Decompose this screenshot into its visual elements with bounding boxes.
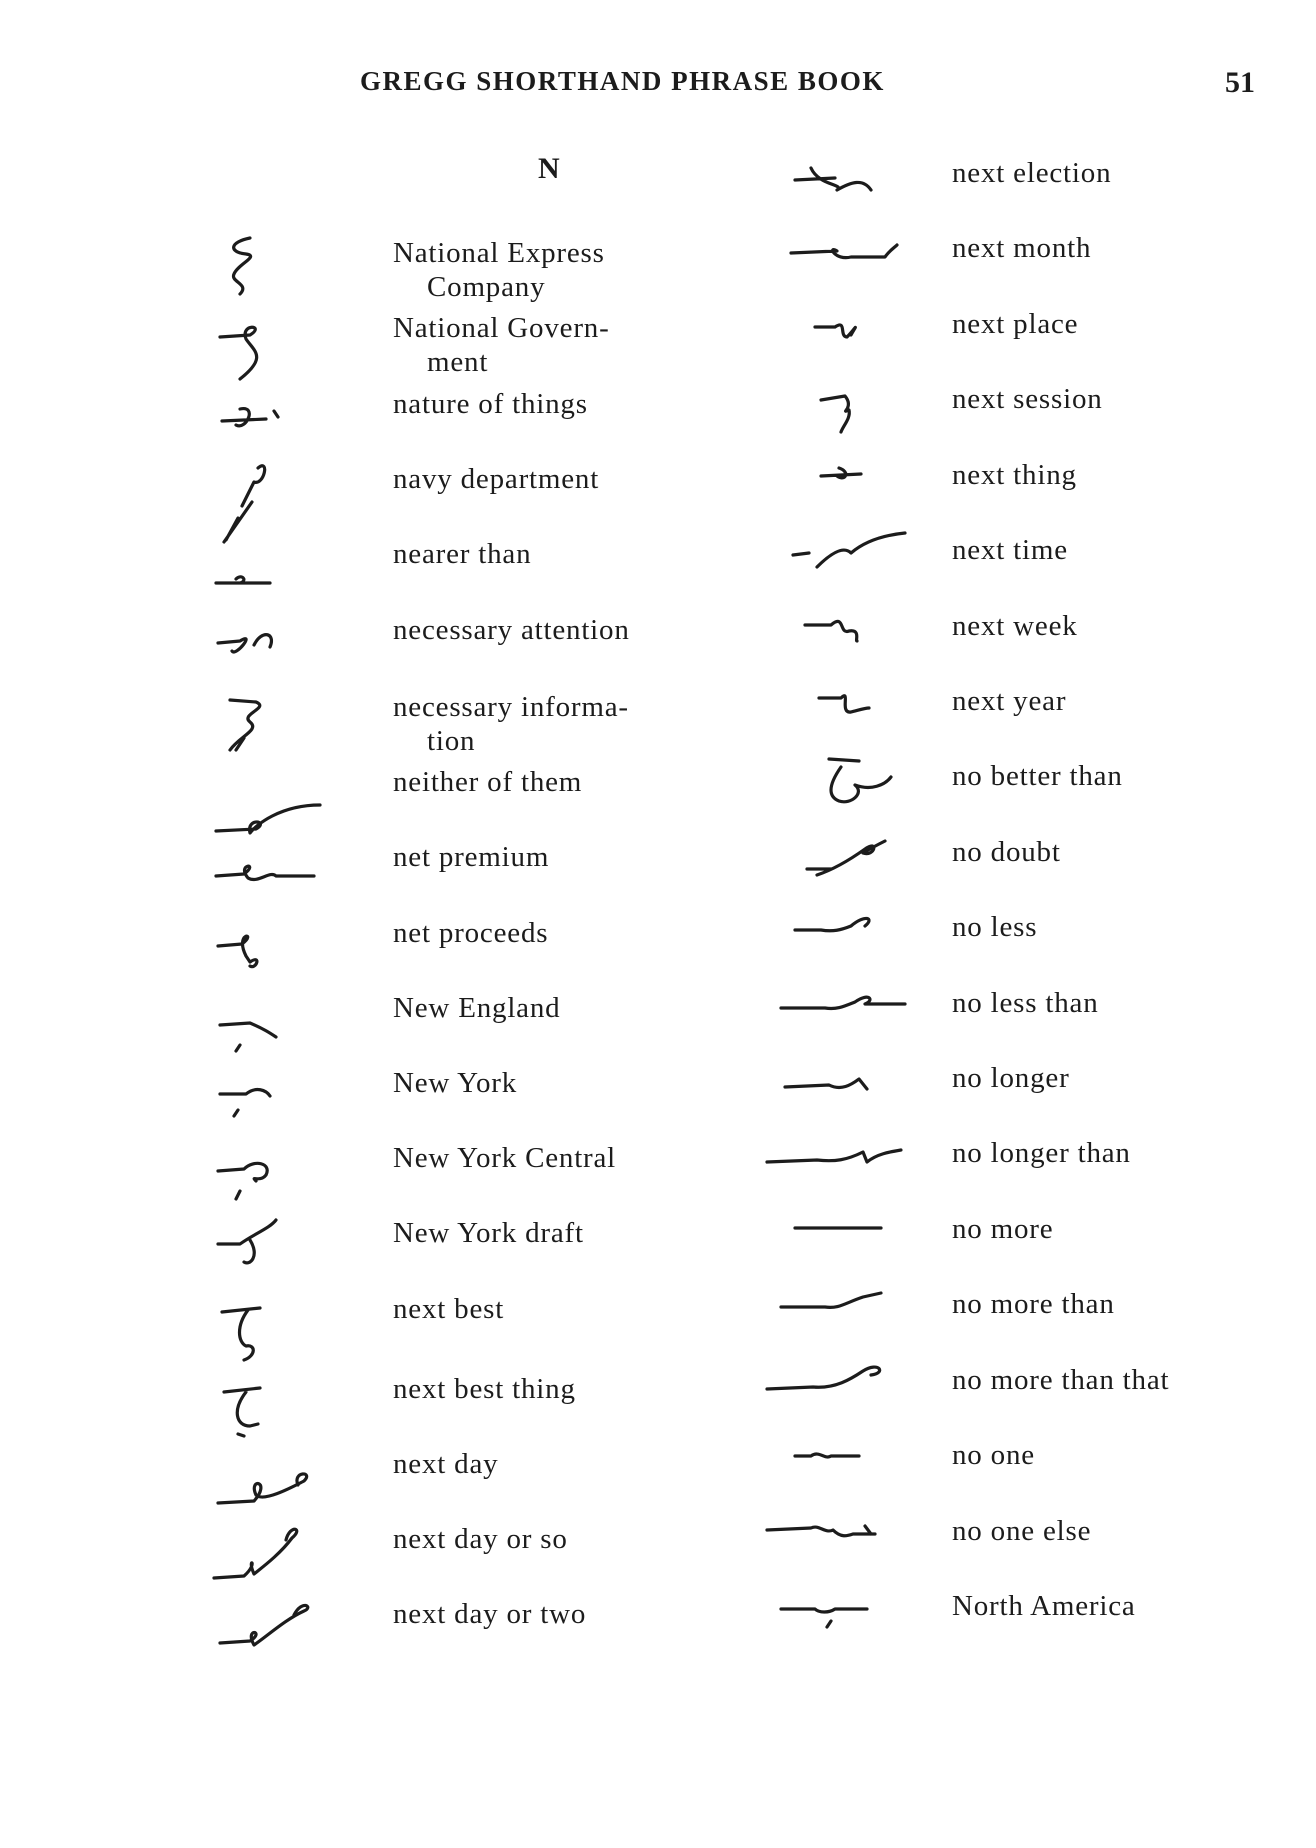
shorthand-stroke	[233, 238, 250, 294]
phrase-text	[952, 1287, 1115, 1321]
shorthand-stroke	[821, 396, 849, 432]
phrase-text	[952, 1212, 1053, 1246]
phrase-line: National Express	[393, 237, 605, 269]
shorthand-stroke	[216, 805, 320, 833]
phrase-text	[952, 1589, 1136, 1623]
phrase-text	[393, 1292, 504, 1326]
phrase-text	[393, 537, 531, 571]
phrase-line: neither of them	[393, 766, 583, 798]
phrase-text	[393, 236, 605, 304]
shorthand-stroke	[795, 168, 871, 190]
phrase-line: no more	[952, 1213, 1054, 1245]
phrase-text	[393, 613, 630, 647]
phrase-text	[393, 991, 560, 1025]
shorthand-stroke	[785, 1079, 867, 1089]
phrase-line: next thing	[952, 459, 1077, 491]
shorthand-stroke	[795, 1454, 859, 1457]
shorthand-stroke	[819, 696, 869, 712]
shorthand-stroke	[767, 1367, 880, 1389]
phrase-text	[952, 1363, 1169, 1397]
phrase-text	[393, 1522, 568, 1556]
phrase-line: next best	[393, 1293, 505, 1325]
phrase-line: navy department	[393, 463, 600, 495]
phrase-text	[952, 533, 1068, 567]
page-title: GREGG SHORTHAND PHRASE BOOK	[360, 66, 885, 96]
shorthand-stroke	[220, 327, 257, 379]
phrase-text	[393, 311, 610, 379]
phrase-text	[393, 840, 549, 874]
phrase-text	[952, 910, 1037, 944]
phrase-line: next time	[952, 534, 1068, 566]
phrase-line: no one	[952, 1439, 1035, 1471]
section-letter: N	[538, 152, 560, 185]
shorthand-stroke	[218, 635, 271, 652]
phrase-continuation-line: Company	[427, 271, 546, 303]
phrase-text	[393, 1066, 517, 1100]
shorthand-stroke	[220, 1605, 308, 1645]
phrase-text	[393, 916, 548, 950]
shorthand-stroke	[793, 533, 905, 567]
phrase-line: no longer	[952, 1062, 1070, 1094]
shorthand-stroke	[821, 468, 861, 478]
shorthand-stroke	[767, 1150, 901, 1162]
phrase-line: New England	[393, 992, 561, 1024]
phrase-continuation-line: ment	[427, 346, 489, 378]
page-number: 51	[1225, 66, 1255, 99]
phrase-text	[952, 609, 1078, 643]
shorthand-stroke	[791, 245, 897, 258]
phrase-text	[952, 684, 1066, 718]
shorthand-stroke	[805, 621, 857, 641]
phrase-line: National Govern-	[393, 312, 610, 344]
phrase-line: no more than that	[952, 1364, 1170, 1396]
shorthand-stroke	[781, 1293, 881, 1307]
phrase-text	[393, 1216, 584, 1250]
shorthand-stroke	[781, 997, 905, 1008]
phrase-text	[952, 458, 1077, 492]
shorthand-stroke	[807, 841, 885, 875]
phrase-line: next week	[952, 610, 1078, 642]
phrase-line: necessary informa-	[393, 691, 629, 723]
phrase-line: next session	[952, 383, 1103, 415]
phrase-text	[952, 307, 1078, 341]
phrase-text	[393, 462, 599, 496]
shorthand-stroke	[216, 577, 270, 583]
phrase-text	[952, 231, 1091, 265]
phrase-line: next election	[952, 157, 1112, 189]
phrase-text	[393, 1141, 616, 1175]
shorthand-stroke	[220, 1023, 276, 1051]
shorthand-stroke	[224, 1388, 260, 1436]
phrase-line: nearer than	[393, 538, 532, 570]
phrase-text	[952, 986, 1099, 1020]
phrase-text	[393, 387, 588, 421]
phrase-line: next best thing	[393, 1373, 576, 1405]
shorthand-stroke	[220, 1090, 270, 1116]
phrase-text	[393, 690, 629, 758]
shorthand-stroke	[218, 1220, 276, 1263]
phrase-text	[393, 1597, 586, 1631]
phrase-line: no better than	[952, 760, 1123, 792]
shorthand-stroke	[218, 1474, 307, 1503]
phrase-text	[952, 835, 1061, 869]
phrase-line: New York Central	[393, 1142, 617, 1174]
shorthand-stroke	[781, 1609, 867, 1627]
phrase-line: New York	[393, 1067, 518, 1099]
phrase-text	[952, 156, 1111, 190]
phrase-line: next day or so	[393, 1523, 568, 1555]
phrase-text	[952, 1136, 1131, 1170]
shorthand-stroke	[216, 866, 314, 879]
phrase-line: nature of things	[393, 388, 588, 420]
phrase-line: next month	[952, 232, 1092, 264]
shorthand-stroke	[222, 409, 278, 426]
shorthand-stroke	[829, 759, 891, 802]
phrase-line: next year	[952, 685, 1067, 717]
shorthand-stroke	[767, 1526, 875, 1536]
phrase-line: no less than	[952, 987, 1099, 1019]
phrase-line: necessary attention	[393, 614, 630, 646]
phrase-line: next place	[952, 308, 1079, 340]
shorthand-stroke	[230, 700, 260, 750]
running-head	[0, 66, 1316, 106]
phrase-line: no doubt	[952, 836, 1061, 868]
phrase-line: net proceeds	[393, 917, 549, 949]
phrase-line: no one else	[952, 1515, 1092, 1547]
phrase-line: no less	[952, 911, 1038, 943]
phrase-text	[393, 765, 582, 799]
shorthand-stroke	[218, 936, 257, 967]
phrase-line: next day	[393, 1448, 499, 1480]
shorthand-outline-icon	[210, 1286, 340, 1376]
shorthand-stroke	[815, 325, 855, 337]
shorthand-outline-icon	[755, 1583, 915, 1673]
phrase-continuation-line: tion	[427, 725, 476, 757]
shorthand-outline-icon	[210, 1591, 340, 1681]
phrase-text	[952, 1514, 1091, 1548]
phrase-text	[952, 382, 1103, 416]
shorthand-stroke	[218, 1163, 267, 1199]
shorthand-stroke	[222, 1308, 260, 1360]
phrase-line: North America	[952, 1590, 1136, 1622]
phrase-line: New York draft	[393, 1217, 584, 1249]
phrase-text	[952, 1061, 1070, 1095]
phrase-line: next day or two	[393, 1598, 587, 1630]
phrase-text	[952, 759, 1123, 793]
phrase-line: no more than	[952, 1288, 1115, 1320]
phrase-text	[393, 1372, 576, 1406]
shorthand-stroke	[795, 918, 869, 930]
phrase-text	[393, 1447, 498, 1481]
phrase-line: net premium	[393, 841, 550, 873]
phrase-line: no longer than	[952, 1137, 1131, 1169]
shorthand-stroke	[214, 1529, 297, 1578]
phrase-text	[952, 1438, 1035, 1472]
